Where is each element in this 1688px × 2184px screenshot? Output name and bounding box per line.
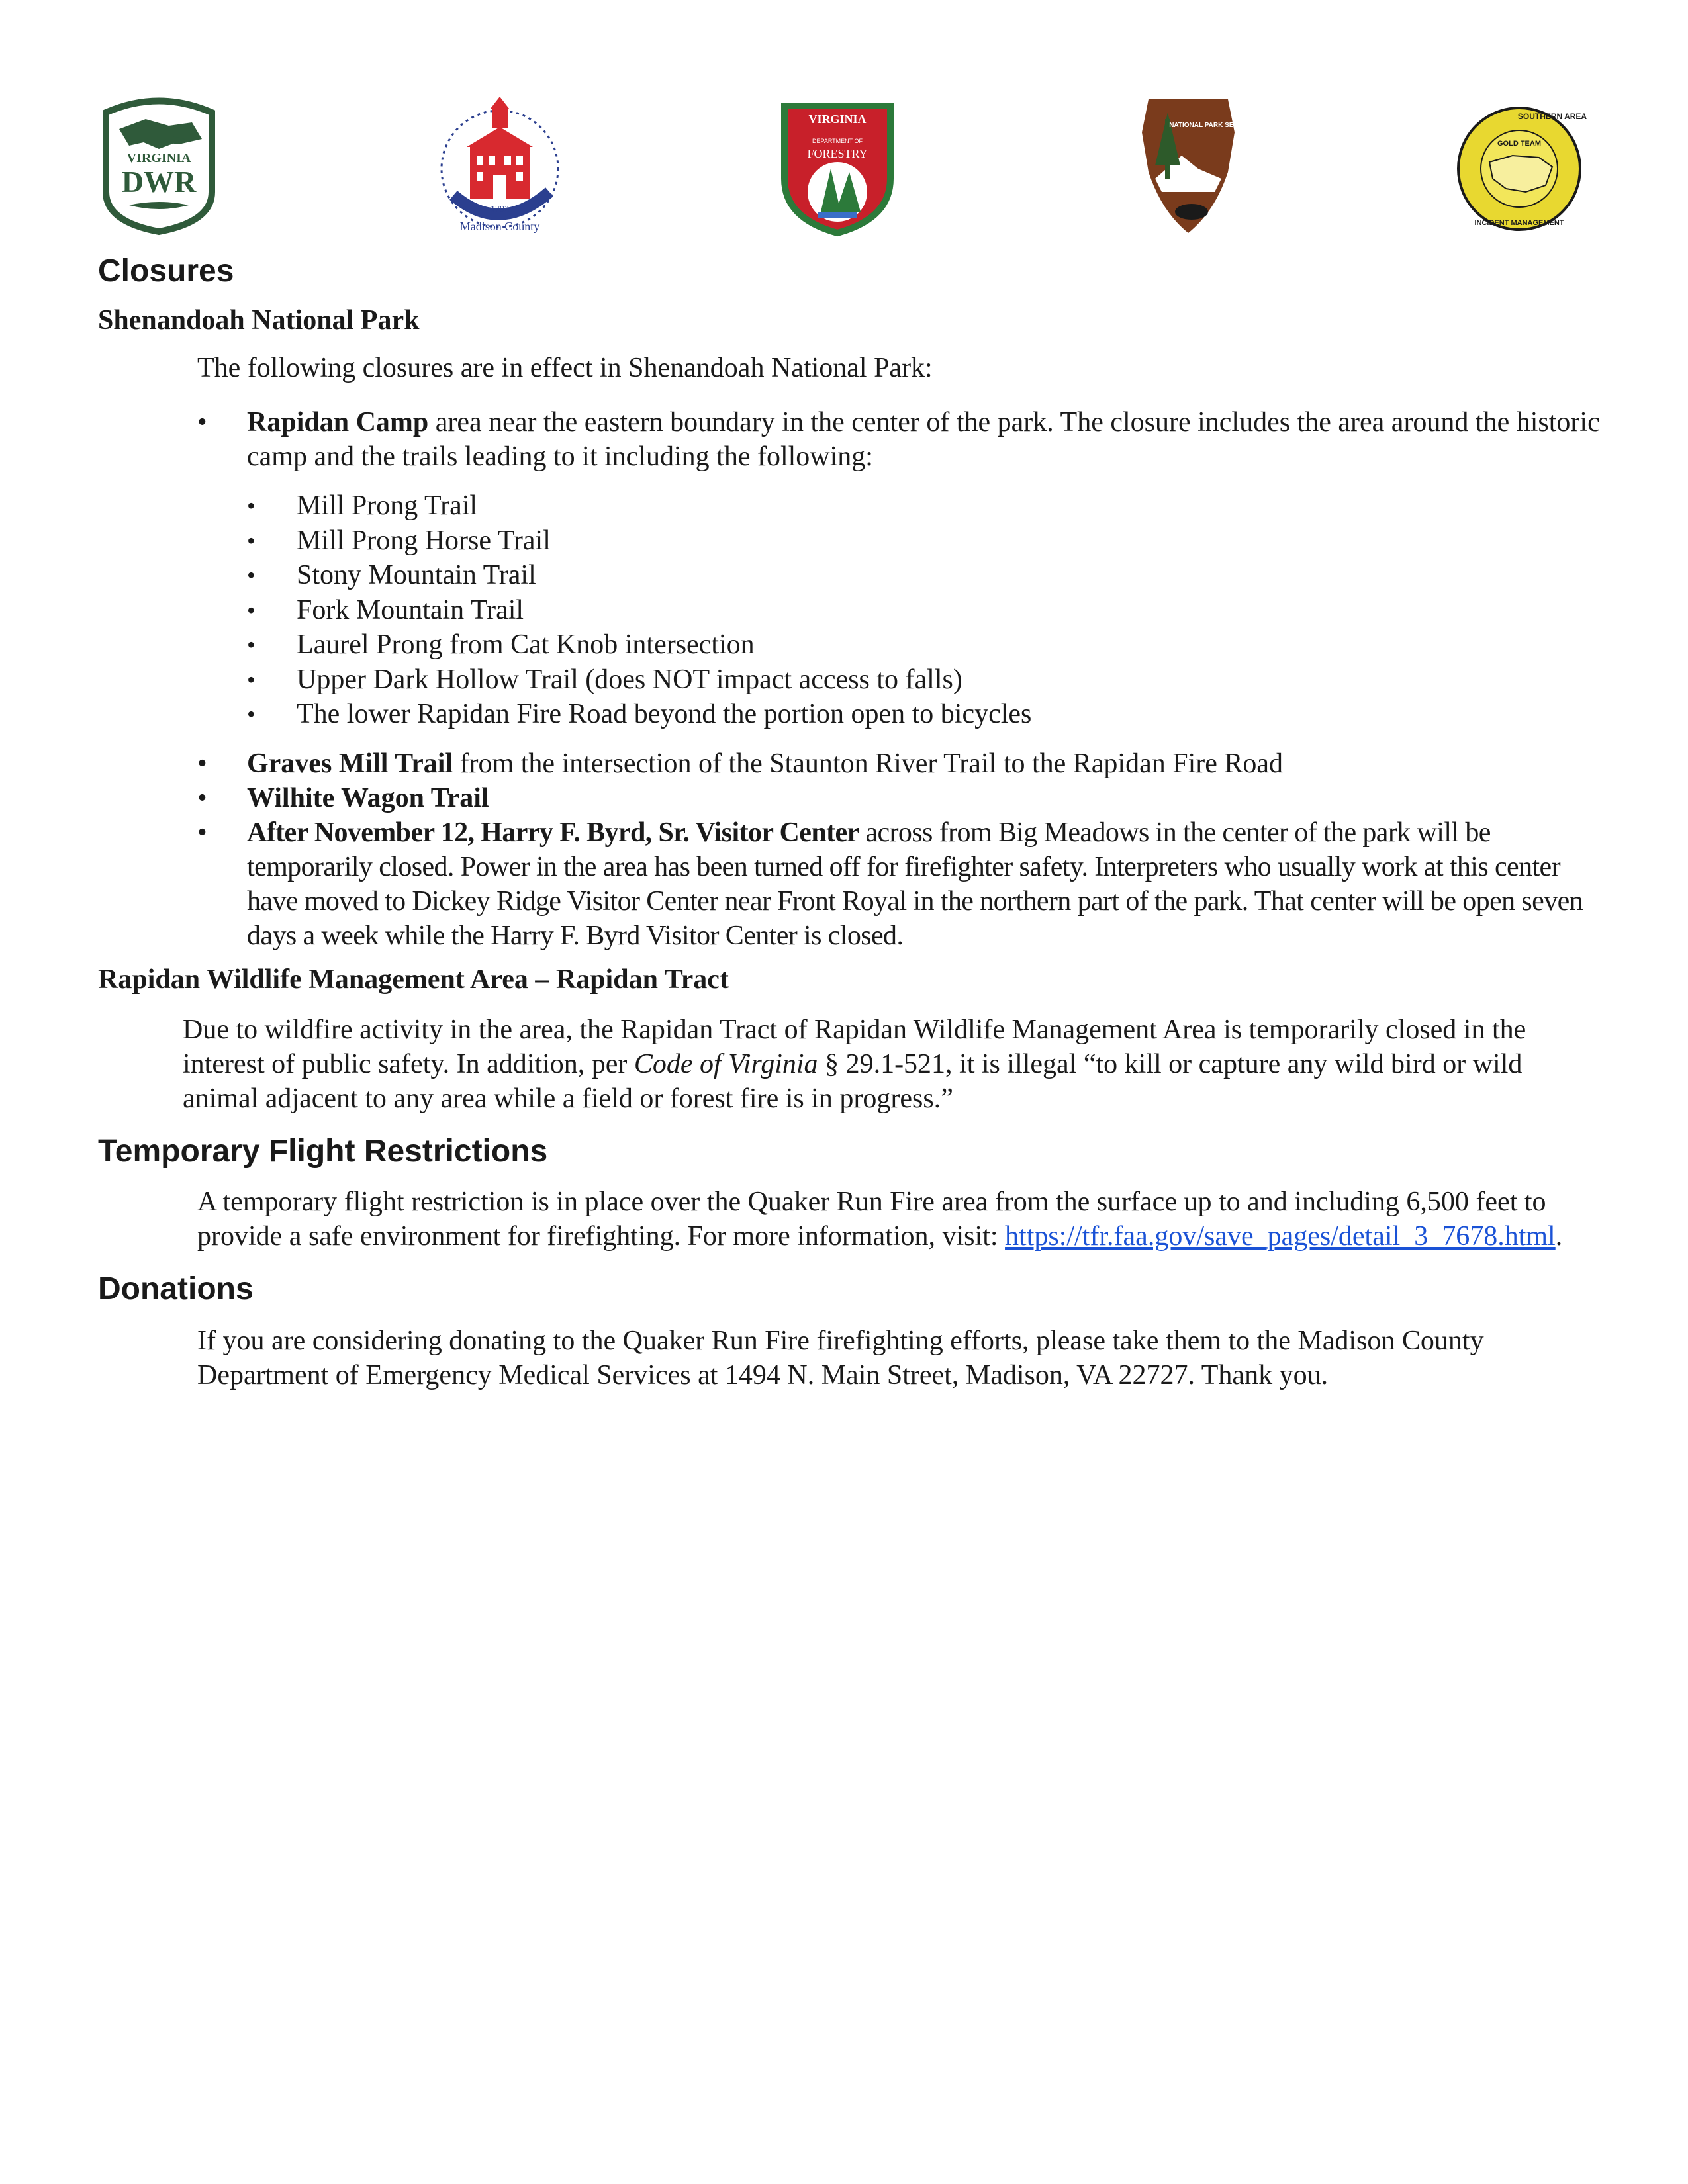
wma-heading: Rapidan Wildlife Management Area – Rapidan Tract — [98, 964, 729, 995]
byrd-text: across from Big Meadows in the center of the park will be temporarily closed. Power in the area has been turned off for firefighter safety. Interpreters who usually work at this center have moved to Dickey Ridge Visitor Center near Front Royal in the northern part of the park. That center will be open seven days a week while the Harry F. Byrd Visitor Center is closed. — [247, 817, 1583, 951]
rapidan-trail-list — [247, 488, 1601, 732]
forestry-sub-text: DEPARTMENT OF — [812, 138, 863, 144]
document-body — [98, 251, 1601, 1392]
list-item: • The lower Rapidan Fire Road beyond the portion open to bicycles — [98, 697, 1601, 732]
wma-text-before: Due to wildfire activity in the area, the Rapidan Tract of Rapidan Wildlife Management Area is temporarily closed in the interest of public safety. In addition, per — [183, 1014, 1526, 1079]
madison-county-seal — [434, 93, 566, 238]
list-item — [98, 747, 1601, 781]
nps-text: NATIONAL PARK SERVICE — [1169, 122, 1254, 129]
tfr-after-link: . — [1555, 1220, 1563, 1251]
rapidan-camp-label: Rapidan Camp — [247, 407, 429, 437]
logo-row — [0, 93, 1688, 238]
list-item: • Mill Prong Horse Trail — [98, 523, 1601, 559]
southern-area-gold-team-logo — [1453, 93, 1585, 238]
forestry-main-text: FORESTRY — [807, 147, 868, 160]
donations-heading: Donations — [98, 1271, 254, 1306]
list-item: • Upper Dark Hollow Trail (does NOT impact access to falls) — [98, 662, 1601, 698]
list-item: • Mill Prong Trail — [98, 488, 1601, 523]
tfr-text: A temporary flight restriction is in place over the Quaker Run Fire area from the surface up to and including 6,500 feet to provide a safe environment for firefighting. For more information, visit: — [197, 1186, 1546, 1251]
closures-heading: Closures — [98, 253, 234, 289]
rapidan-camp-text: area near the eastern boundary in the center of the park. The closure includes the area around the historic camp and the trails leading to it including the following: — [247, 407, 1600, 472]
virginia-forestry-logo — [778, 93, 897, 238]
snp-heading: Shenandoah National Park — [98, 305, 420, 336]
wma-paragraph — [98, 1013, 1601, 1116]
wma-text-after: § 29.1-521, it is illegal “to kill or capture any wild bird or wild animal adjacent to any area while a field or forest fire is in progress.” — [183, 1048, 1523, 1114]
tfr-paragraph — [98, 1185, 1601, 1253]
tfr-link[interactable]: https://tfr.faa.gov/save_pages/detail_3_7678.html — [1005, 1220, 1556, 1251]
list-item: • Laurel Prong from Cat Knob intersection — [98, 627, 1601, 662]
list-item: • Stony Mountain Trail — [98, 558, 1601, 593]
gold-team-mid-text: GOLD TEAM — [1497, 140, 1541, 148]
snp-closure-list — [98, 405, 1601, 953]
list-item — [98, 815, 1601, 953]
snp-intro: The following closures are in effect in Shenandoah National Park: — [197, 353, 933, 383]
madison-year-text: 1792 — [491, 205, 509, 214]
national-park-service-logo — [1135, 93, 1254, 238]
wilhite-label: Wilhite Wagon Trail — [247, 782, 489, 813]
tfr-heading: Temporary Flight Restrictions — [98, 1133, 548, 1169]
graves-mill-text: from the intersection of the Staunton River Trail to the Rapidan Fire Road — [453, 748, 1284, 779]
graves-mill-label: Graves Mill Trail — [247, 748, 453, 779]
dwr-main-text: DWR — [121, 165, 197, 199]
gold-team-top-text: SOUTHERN AREA — [1517, 112, 1587, 121]
byrd-label: After November 12, Harry F. Byrd, Sr. Visitor Center — [247, 817, 859, 848]
gold-team-bottom-text: INCIDENT MANAGEMENT — [1474, 219, 1564, 227]
list-item: • Fork Mountain Trail — [98, 593, 1601, 628]
madison-name-text: Madison County — [459, 220, 540, 233]
forestry-top-text: VIRGINIA — [808, 113, 867, 126]
list-item — [98, 405, 1601, 732]
code-of-virginia: Code of Virginia — [633, 1048, 818, 1079]
dwr-top-text: VIRGINIA — [126, 151, 191, 165]
virginia-dwr-logo — [93, 93, 225, 238]
donations-paragraph: If you are considering donating to the Quaker Run Fire firefighting efforts, please take them to the Madison County Department of Emergency Medical Services at 1494 N. Main Street, Madison, VA 22727. Thank you. — [197, 1325, 1484, 1390]
list-item — [98, 781, 1601, 815]
